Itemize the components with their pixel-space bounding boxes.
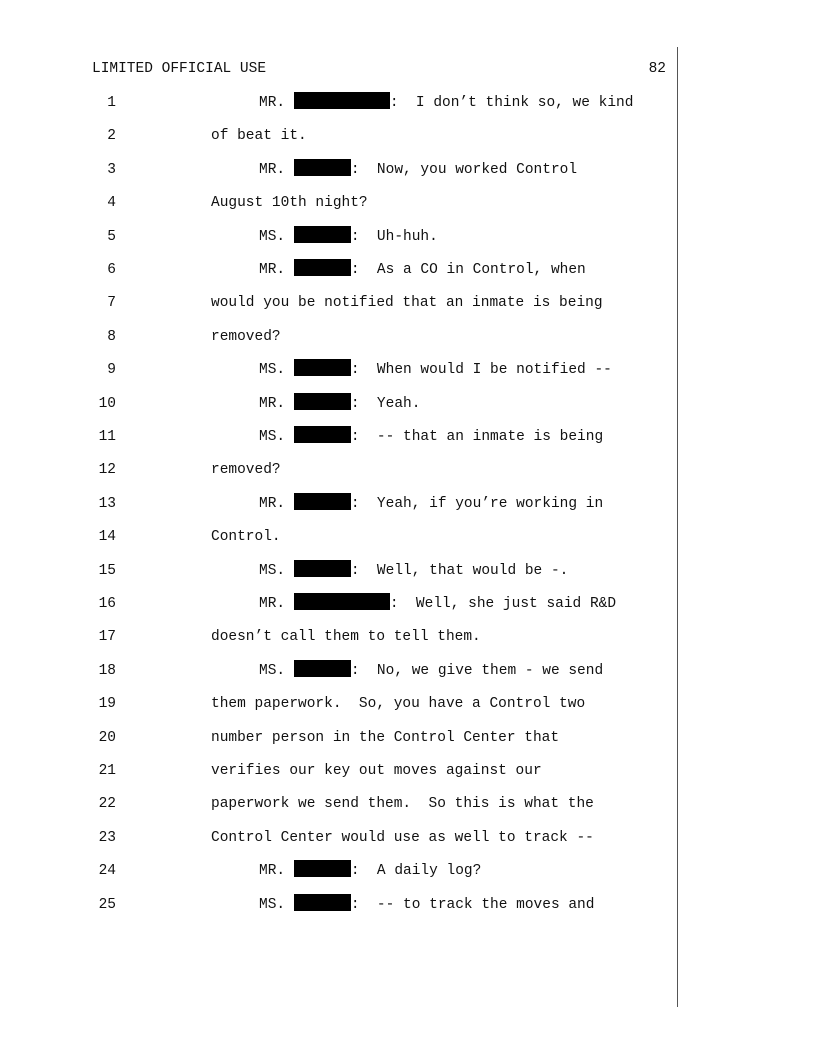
speaker-line [259,493,603,515]
redaction-box [294,493,351,510]
speaker-line [259,660,603,682]
speaker-title: MS. [259,897,286,913]
transcript-line [0,393,816,415]
speaker-title: MS. [259,663,286,679]
continuation-text: of beat it. [211,128,307,144]
line-number: 19 [98,696,116,712]
redaction-box [294,560,351,577]
speaker-title: MS. [259,362,286,378]
speech-text: : Yeah, if you’re working in [350,496,604,512]
speaker-line [259,560,568,582]
redaction-box [294,894,351,911]
line-number: 5 [107,229,116,245]
redaction-box [294,359,351,376]
transcript-line [0,660,816,682]
line-number: 2 [107,128,116,144]
speaker-title: MS. [259,563,286,579]
line-number: 3 [107,162,116,178]
line-number: 12 [98,462,116,478]
speaker-title: MR. [259,262,286,278]
speaker-line [259,159,577,181]
continuation-text: Control. [211,529,281,545]
speech-text: : Well, she just said R&D [389,596,617,612]
redaction-box [294,660,351,677]
transcript-line [0,626,816,648]
speaker-title: MR. [259,95,286,111]
transcript-line [0,526,816,548]
line-number: 4 [107,195,116,211]
transcript-line [0,326,816,348]
transcript-line [0,92,816,114]
transcript-line [0,760,816,782]
line-number: 20 [98,730,116,746]
transcript-line [0,860,816,882]
line-number: 24 [98,863,116,879]
line-number: 25 [98,897,116,913]
speaker-title: MR. [259,396,286,412]
transcript-line [0,459,816,481]
continuation-text: verifies our key out moves against our [211,763,542,779]
speaker-line [259,92,633,114]
redaction-box [294,393,351,410]
speech-text: : Well, that would be -. [350,563,569,579]
line-number: 13 [98,496,116,512]
speech-text: : As a CO in Control, when [350,262,586,278]
page-number: 82 [648,61,666,77]
line-number: 18 [98,663,116,679]
continuation-text: paperwork we send them. So this is what the [211,796,594,812]
continuation-text: Control Center would use as well to track -- [211,830,594,846]
transcript-line [0,292,816,314]
line-number: 6 [107,262,116,278]
line-number: 22 [98,796,116,812]
classification-marking: LIMITED OFFICIAL USE [92,61,267,77]
speech-text: : No, we give them - we send [350,663,604,679]
speaker-line [259,393,420,415]
transcript-line [0,560,816,582]
speaker-line [259,860,481,882]
speech-text: : Now, you worked Control [350,162,578,178]
speech-text: : When would I be notified -- [350,362,612,378]
transcript-line [0,259,816,281]
speech-text: : Uh-huh. [350,229,438,245]
continuation-text: removed? [211,329,281,345]
speaker-line [259,894,594,916]
transcript-line [0,359,816,381]
continuation-text: doesn’t call them to tell them. [211,629,481,645]
transcript-line [0,493,816,515]
speaker-title: MR. [259,496,286,512]
line-number: 14 [98,529,116,545]
speaker-title: MR. [259,162,286,178]
transcript-line [0,226,816,248]
transcript-line [0,793,816,815]
redaction-box [294,226,351,243]
continuation-text: number person in the Control Center that [211,730,560,746]
speaker-title: MS. [259,229,286,245]
transcript-line [0,426,816,448]
line-number: 17 [98,629,116,645]
transcript-line [0,727,816,749]
redaction-box [294,259,351,276]
line-number: 10 [98,396,116,412]
line-number: 16 [98,596,116,612]
speech-text: : A daily log? [350,863,482,879]
speaker-title: MR. [259,863,286,879]
speech-text: : -- to track the moves and [350,897,595,913]
line-number: 7 [107,295,116,311]
redaction-box [294,426,351,443]
speech-text: : I don’t think so, we kind [389,95,634,111]
redaction-box [294,593,390,610]
transcript-line [0,192,816,214]
line-number: 1 [107,95,116,111]
line-number: 21 [98,763,116,779]
speaker-line [259,259,586,281]
speech-text: : Yeah. [350,396,421,412]
line-number: 15 [98,563,116,579]
continuation-text: removed? [211,462,281,478]
redaction-box [294,159,351,176]
continuation-text: them paperwork. So, you have a Control two [211,696,586,712]
speech-text: : -- that an inmate is being [350,429,604,445]
transcript-line [0,125,816,147]
line-number: 11 [98,429,116,445]
transcript-line [0,894,816,916]
line-number: 23 [98,830,116,846]
transcript-line [0,159,816,181]
speaker-line [259,226,438,248]
transcript-line [0,693,816,715]
transcript-line [0,827,816,849]
line-number: 8 [107,329,116,345]
transcript-line [0,593,816,615]
speaker-title: MR. [259,596,286,612]
redaction-box [294,92,390,109]
speaker-line [259,593,616,615]
continuation-text: would you be notified that an inmate is being [211,295,603,311]
line-number: 9 [107,362,116,378]
redaction-box [294,860,351,877]
continuation-text: August 10th night? [211,195,368,211]
speaker-title: MS. [259,429,286,445]
speaker-line [259,426,603,448]
speaker-line [259,359,612,381]
